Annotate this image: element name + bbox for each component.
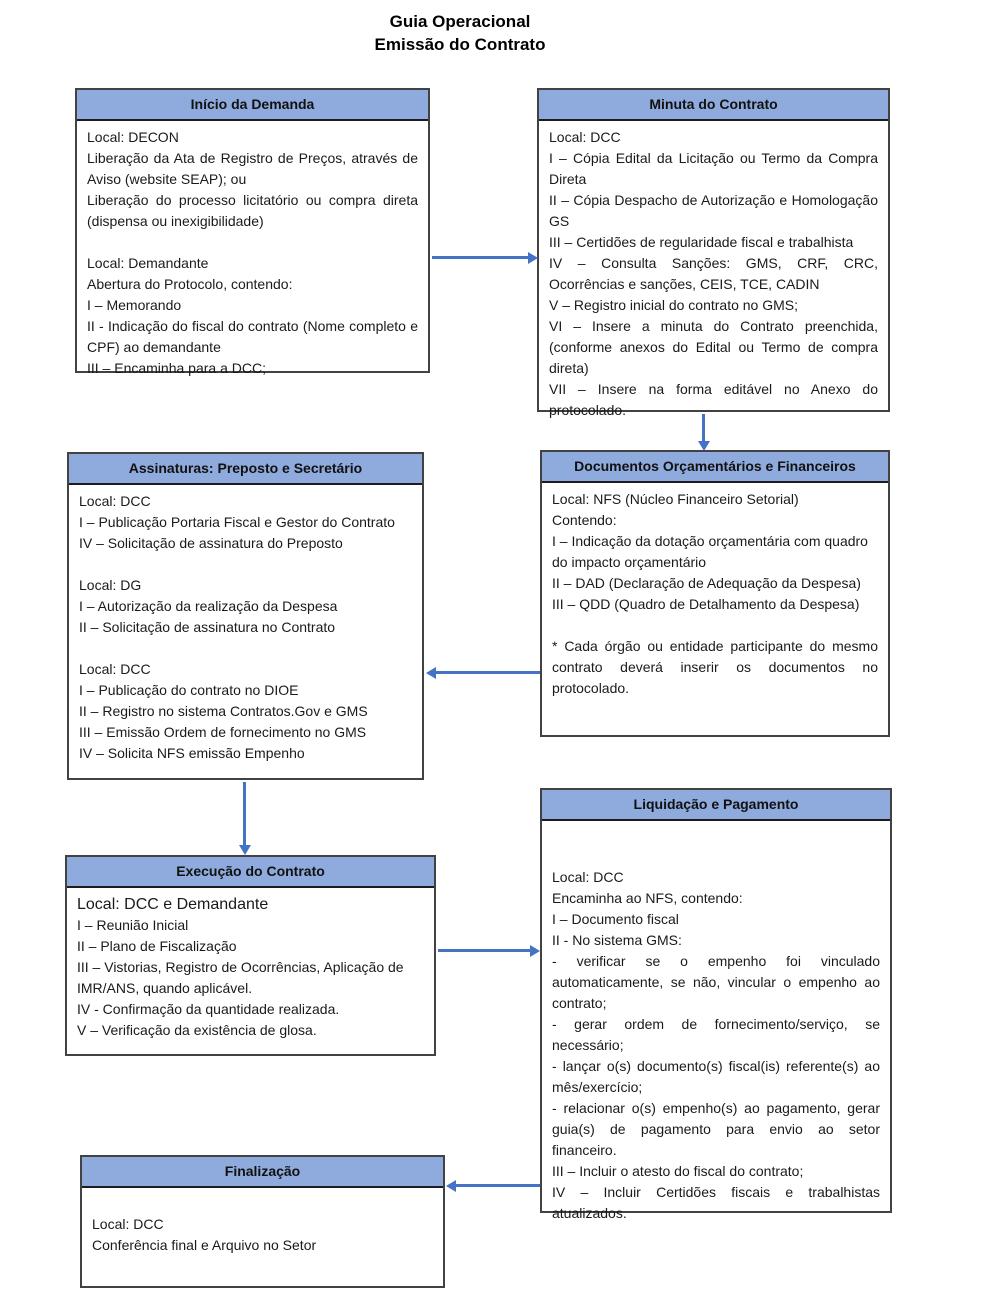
text-line: - lançar o(s) documento(s) fiscal(is) referente(s) ao mês/exercício; [552,1058,880,1095]
page-title [0,10,920,56]
text-line [87,232,418,253]
box-finalizacao-header: Finalização [82,1157,443,1188]
text-line: I – Reunião Inicial [77,917,189,933]
text-line: I – Indicação da dotação orçamentária com quadro do impacto orçamentário [552,533,868,570]
text-line: Local: NFS (Núcleo Financeiro Setorial) [552,491,799,507]
box-execucao-do-contrato-body [67,888,434,1047]
arrowhead-left-icon [426,667,436,679]
arrow-liquidacao-to-finalizacao [456,1184,540,1187]
box-inicio-da-demanda-body [77,121,428,385]
arrow-inicio-to-minuta [432,256,528,259]
text-line: Local: DG [79,577,142,593]
text-line: II – Plano de Fiscalização [77,938,237,954]
text-line: I – Memorando [87,297,182,313]
box-minuta-do-contrato-body [539,121,888,427]
arrow-documentos-to-assinaturas [436,671,540,674]
text-line: Local: DCC [549,129,621,145]
text-line: IV – Incluir Certidões fiscais e trabalhistas atualizados. [552,1184,880,1221]
arrow-minuta-to-documentos [702,414,705,441]
text-line: V – Registro inicial do contrato no GMS; [549,297,799,313]
flowchart-box-liquidacao-e-pagamento [540,788,892,1221]
text-line: VII – Insere na forma editável no Anexo do protocolado. [549,381,878,418]
text-line: Local: DCC [552,869,624,885]
text-line: III – QDD (Quadro de Detalhamento da Despesa) [552,596,860,612]
page-title-line2: Emissão do Contrato [374,35,546,54]
text-line: Local: DCC [79,493,151,509]
text-line: Local: DCC [79,661,151,677]
text-line: Local: DCC e Demandante [77,896,269,913]
arrow-execucao-to-liquidacao [438,949,530,952]
box-liquidacao-e-pagamento-header: Liquidação e Pagamento [542,790,890,821]
text-line: Local: DCC [92,1216,164,1232]
text-line: I – Autorização da realização da Despesa [79,598,338,614]
box-documentos-orcamentarios-list [552,489,878,615]
arrowhead-down-icon [239,845,251,855]
flowchart-box-finalizacao [80,1155,445,1288]
text-line: - relacionar o(s) empenho(s) ao pagamento, gerar guia(s) de pagamento para envio ao setor financeiro. [552,1100,880,1158]
text-line: V – Verificação da existência de glosa. [77,1022,317,1038]
flowchart-box-execucao-do-contrato [65,855,436,1056]
text-line: IV – Consulta Sanções: GMS, CRF, CRC, Ocorrências e sanções, CEIS, TCE, CADIN [549,255,878,292]
box-documentos-orcamentarios-body [542,483,888,705]
text-line: I – Publicação do contrato no DIOE [79,682,299,698]
box-minuta-do-contrato-header: Minuta do Contrato [539,90,888,121]
text-line: II – Cópia Despacho de Autorização e Homologação GS [549,192,878,229]
arrowhead-down-icon [698,441,710,451]
box-finalizacao-body [82,1188,443,1262]
flowchart-box-documentos-orcamentarios [540,450,890,737]
text-line: III – Incluir o atesto do fiscal do contrato; [552,1163,804,1179]
text-line: Contendo: [552,512,617,528]
text-line: IV - Confirmação da quantidade realizada. [77,1001,340,1017]
text-line: I – Documento fiscal [552,911,679,927]
text-line: II - Indicação do fiscal do contrato (Nome completo e CPF) ao demandante [87,318,418,355]
box-documentos-orcamentarios-header: Documentos Orçamentários e Financeiros [542,452,888,483]
text-line: Encaminha ao NFS, contendo: [552,890,743,906]
text-line: I – Publicação Portaria Fiscal e Gestor do Contrato [79,514,395,530]
box-liquidacao-e-pagamento-body [542,821,890,1230]
text-line: Liberação do processo licitatório ou compra direta (dispensa ou inexigibilidade) [87,192,418,229]
text-line: II – DAD (Declaração de Adequação da Despesa) [552,575,861,591]
text-line: Local: Demandante [87,255,209,271]
arrow-assinaturas-to-execucao [243,782,246,845]
text-line: - gerar ordem de fornecimento/serviço, se necessário; [552,1016,880,1053]
text-line: - verificar se o empenho foi vinculado automaticamente, se não, vincular o empenho ao contrato; [552,953,880,1011]
arrowhead-right-icon [530,945,540,957]
text-line: IV – Solicitação de assinatura do Preposto [79,535,343,551]
box-documentos-orcamentarios-note [552,636,878,699]
box-assinaturas-header: Assinaturas: Preposto e Secretário [69,454,422,485]
box-inicio-da-demanda-header: Início da Demanda [77,90,428,121]
text-line: I – Cópia Edital da Licitação ou Termo da Compra Direta [549,150,878,187]
flowchart-box-assinaturas [67,452,424,780]
flowchart-box-minuta-do-contrato [537,88,890,418]
box-assinaturas-body [69,485,422,770]
text-line: Conferência final e Arquivo no Setor [92,1237,317,1253]
text-line: Local: DECON [87,129,179,145]
text-line: III – Vistorias, Registro de Ocorrências, Aplicação de IMR/ANS, quando aplicável. [77,959,404,996]
text-line: II - No sistema GMS: [552,932,682,948]
text-line [79,638,412,659]
text-line: * Cada órgão ou entidade participante do mesmo contrato deverá inserir os documentos no protocolado. [552,638,878,696]
text-line: III – Encaminha para a DCC; [87,360,266,376]
text-line: III – Certidões de regularidade fiscal e trabalhista [549,234,854,250]
text-line: VI – Insere a minuta do Contrato preenchida, (conforme anexos do Edital ou Termo de compra direta) [549,318,878,376]
page-title-line1: Guia Operacional [389,12,531,31]
text-line: IV – Solicita NFS emissão Empenho [79,745,305,761]
text-line [79,554,412,575]
box-execucao-do-contrato-header: Execução do Contrato [67,857,434,888]
text-line: III – Emissão Ordem de fornecimento no GMS [79,724,367,740]
text-line: Abertura do Protocolo, contendo: [87,276,293,292]
text-line: II – Registro no sistema Contratos.Gov e GMS [79,703,368,719]
arrowhead-left-icon [446,1180,456,1192]
text-line: II – Solicitação de assinatura no Contrato [79,619,336,635]
text-line: Liberação da Ata de Registro de Preços, através de Aviso (website SEAP); ou [87,150,418,187]
arrowhead-right-icon [528,252,538,264]
flowchart-box-inicio-da-demanda [75,88,430,376]
